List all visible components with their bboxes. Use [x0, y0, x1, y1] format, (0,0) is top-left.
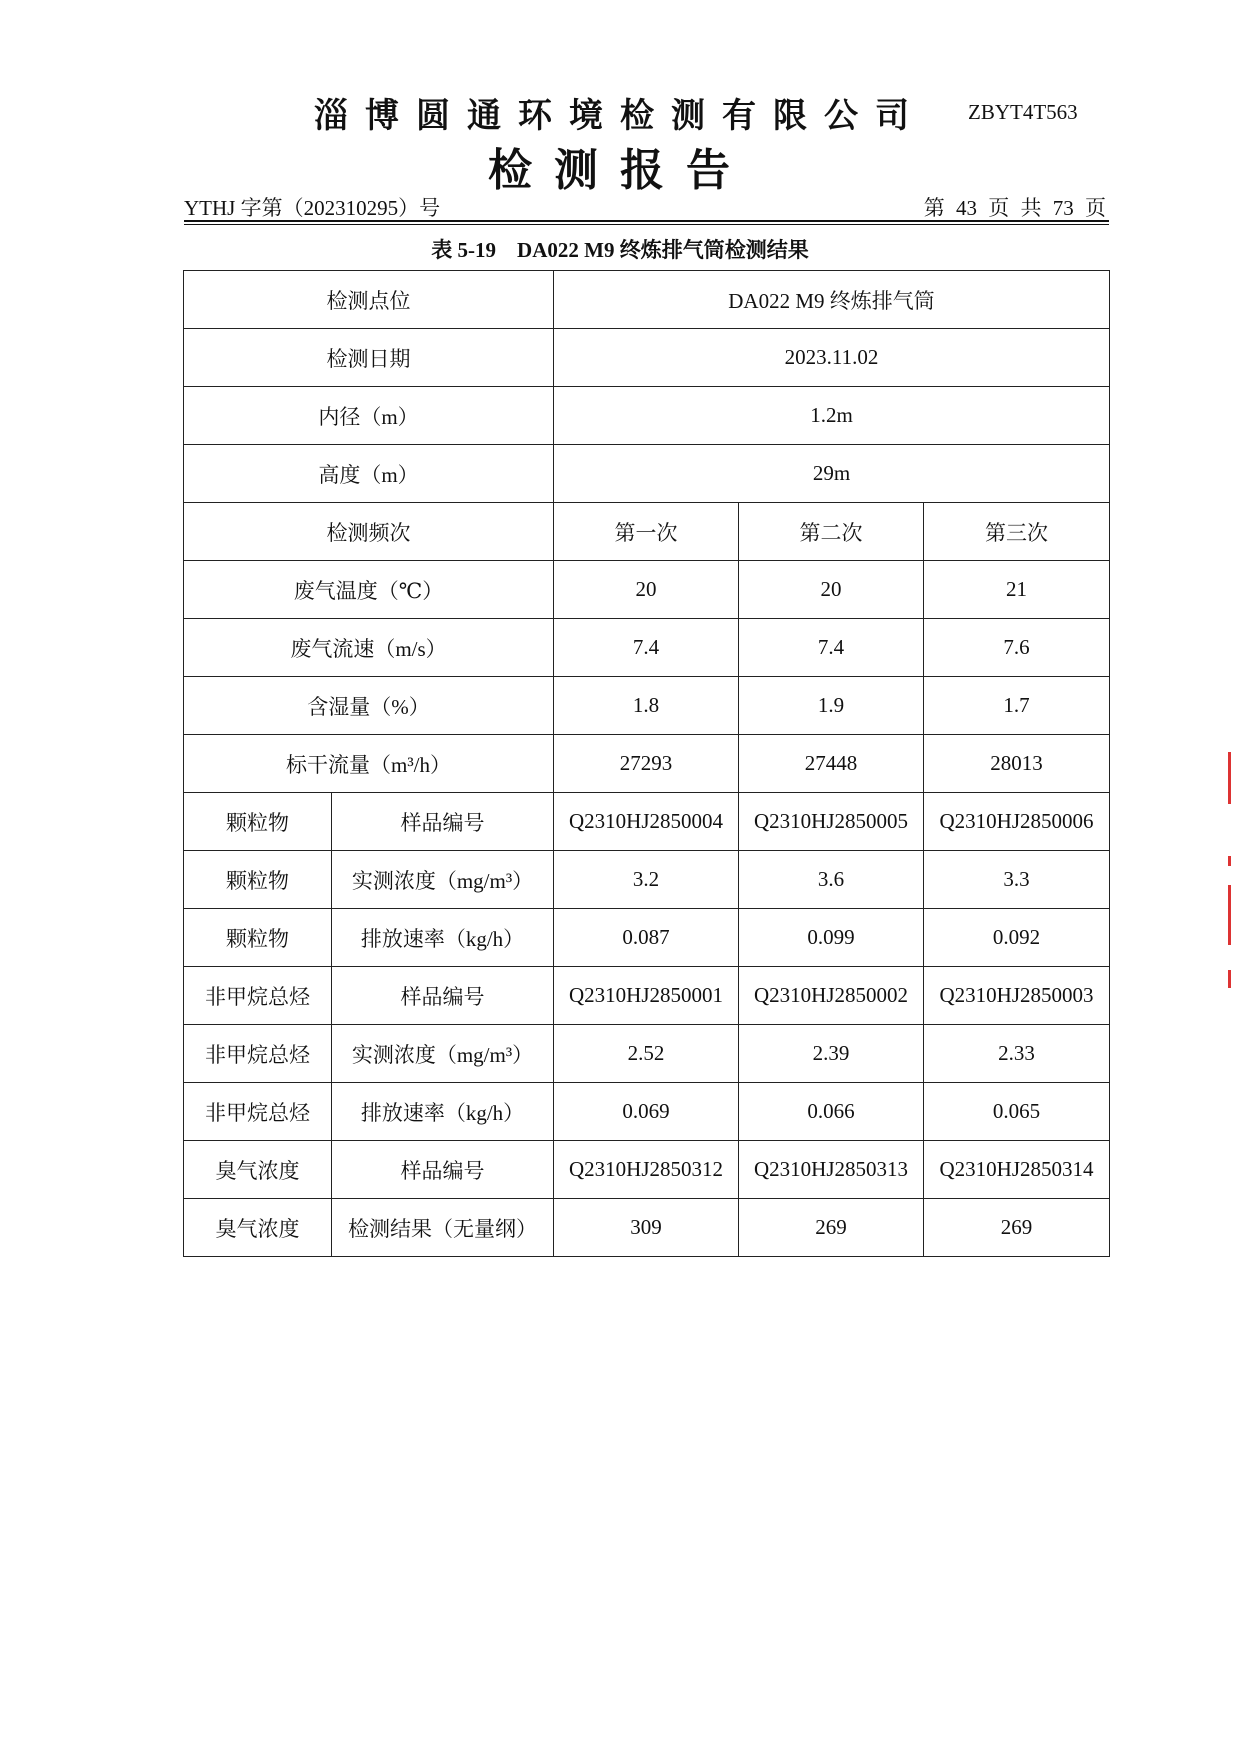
item-name: 排放速率（kg/h） — [332, 909, 554, 967]
table-cell: 3.6 — [739, 851, 924, 909]
company-name: 淄博圆通环境检测有限公司 — [314, 96, 926, 136]
table-cell: 28013 — [924, 735, 1110, 793]
table-row — [184, 561, 1110, 619]
table-caption: 表 5-19 DA022 M9 终炼排气筒检测结果 — [431, 238, 809, 262]
table-cell: Q2310HJ2850004 — [554, 793, 739, 851]
table-cell: Q2310HJ2850006 — [924, 793, 1110, 851]
report-number: YTHJ 字第（202310295）号 — [184, 196, 441, 220]
row-label: 检测频次 — [184, 503, 554, 561]
table-cell: 2.52 — [554, 1025, 739, 1083]
table-cell: 27293 — [554, 735, 739, 793]
document-code: ZBYT4T563 — [968, 100, 1078, 124]
pollutant-name: 非甲烷总烃 — [184, 967, 332, 1025]
table-cell: 0.069 — [554, 1083, 739, 1141]
table-row — [184, 503, 1110, 561]
row-label: 标干流量（m³/h） — [184, 735, 554, 793]
row-value: DA022 M9 终炼排气筒 — [554, 271, 1110, 329]
table-cell: 269 — [739, 1199, 924, 1257]
pollutant-name: 臭气浓度 — [184, 1199, 332, 1257]
table-cell: 27448 — [739, 735, 924, 793]
table-cell: 3.2 — [554, 851, 739, 909]
table-cell: 269 — [924, 1199, 1110, 1257]
table-cell: 1.9 — [739, 677, 924, 735]
table-row — [184, 735, 1110, 793]
page-info: 第 43 页 共 73 页 — [923, 196, 1106, 220]
table-cell: 309 — [554, 1199, 739, 1257]
pollutant-name: 颗粒物 — [184, 851, 332, 909]
table-cell: 2.33 — [924, 1025, 1110, 1083]
table-row — [184, 677, 1110, 735]
row-value: 29m — [554, 445, 1110, 503]
item-name: 实测浓度（mg/m³） — [332, 851, 554, 909]
row-label: 含湿量（%） — [184, 677, 554, 735]
report-meta — [184, 192, 1108, 220]
table-cell: 1.8 — [554, 677, 739, 735]
table-row — [184, 1141, 1110, 1199]
row-label: 内径（m） — [184, 387, 554, 445]
row-value: 1.2m — [554, 387, 1110, 445]
table-cell: Q2310HJ2850001 — [554, 967, 739, 1025]
table-cell: 20 — [739, 561, 924, 619]
table-cell: 7.6 — [924, 619, 1110, 677]
table-cell: Q2310HJ2850005 — [739, 793, 924, 851]
row-label: 废气温度（℃） — [184, 561, 554, 619]
table-cell: 7.4 — [739, 619, 924, 677]
item-name: 实测浓度（mg/m³） — [332, 1025, 554, 1083]
table-row — [184, 387, 1110, 445]
table-row — [184, 271, 1110, 329]
header-rule-thin — [184, 224, 1109, 225]
table-cell: 0.099 — [739, 909, 924, 967]
table-row — [184, 619, 1110, 677]
row-value: 2023.11.02 — [554, 329, 1110, 387]
table-cell: Q2310HJ2850002 — [739, 967, 924, 1025]
report-title: 检测报告 — [488, 145, 752, 196]
table-cell: 1.7 — [924, 677, 1110, 735]
table-row — [184, 851, 1110, 909]
table-row — [184, 1199, 1110, 1257]
table-row — [184, 793, 1110, 851]
item-name: 排放速率（kg/h） — [332, 1083, 554, 1141]
table-cell: 0.066 — [739, 1083, 924, 1141]
table-cell: 20 — [554, 561, 739, 619]
table-cell: 0.087 — [554, 909, 739, 967]
pollutant-name: 臭气浓度 — [184, 1141, 332, 1199]
results-table — [183, 270, 1110, 1257]
table-cell: 0.092 — [924, 909, 1110, 967]
table-row — [184, 445, 1110, 503]
item-name: 样品编号 — [332, 1141, 554, 1199]
seal-edge-mark — [1228, 752, 1231, 804]
header-rule-thick — [184, 220, 1109, 222]
pollutant-name: 颗粒物 — [184, 909, 332, 967]
table-cell: Q2310HJ2850313 — [739, 1141, 924, 1199]
pollutant-name: 非甲烷总烃 — [184, 1025, 332, 1083]
row-label: 检测日期 — [184, 329, 554, 387]
table-row — [184, 909, 1110, 967]
row-label: 高度（m） — [184, 445, 554, 503]
seal-edge-mark — [1228, 856, 1231, 866]
table-cell: Q2310HJ2850312 — [554, 1141, 739, 1199]
item-name: 检测结果（无量纲） — [332, 1199, 554, 1257]
table-cell: 21 — [924, 561, 1110, 619]
item-name: 样品编号 — [332, 967, 554, 1025]
pollutant-name: 非甲烷总烃 — [184, 1083, 332, 1141]
row-label: 废气流速（m/s） — [184, 619, 554, 677]
table-row — [184, 1083, 1110, 1141]
table-cell: Q2310HJ2850003 — [924, 967, 1110, 1025]
table-cell: Q2310HJ2850314 — [924, 1141, 1110, 1199]
table-cell: 7.4 — [554, 619, 739, 677]
table-row — [184, 1025, 1110, 1083]
item-name: 样品编号 — [332, 793, 554, 851]
seal-edge-mark — [1228, 885, 1231, 945]
table-cell: 3.3 — [924, 851, 1110, 909]
table-row — [184, 329, 1110, 387]
row-label: 检测点位 — [184, 271, 554, 329]
seal-edge-mark — [1228, 970, 1231, 988]
table-cell: 2.39 — [739, 1025, 924, 1083]
pollutant-name: 颗粒物 — [184, 793, 332, 851]
table-cell: 0.065 — [924, 1083, 1110, 1141]
table-cell: 第二次 — [739, 503, 924, 561]
table-cell: 第三次 — [924, 503, 1110, 561]
table-row — [184, 967, 1110, 1025]
table-cell: 第一次 — [554, 503, 739, 561]
